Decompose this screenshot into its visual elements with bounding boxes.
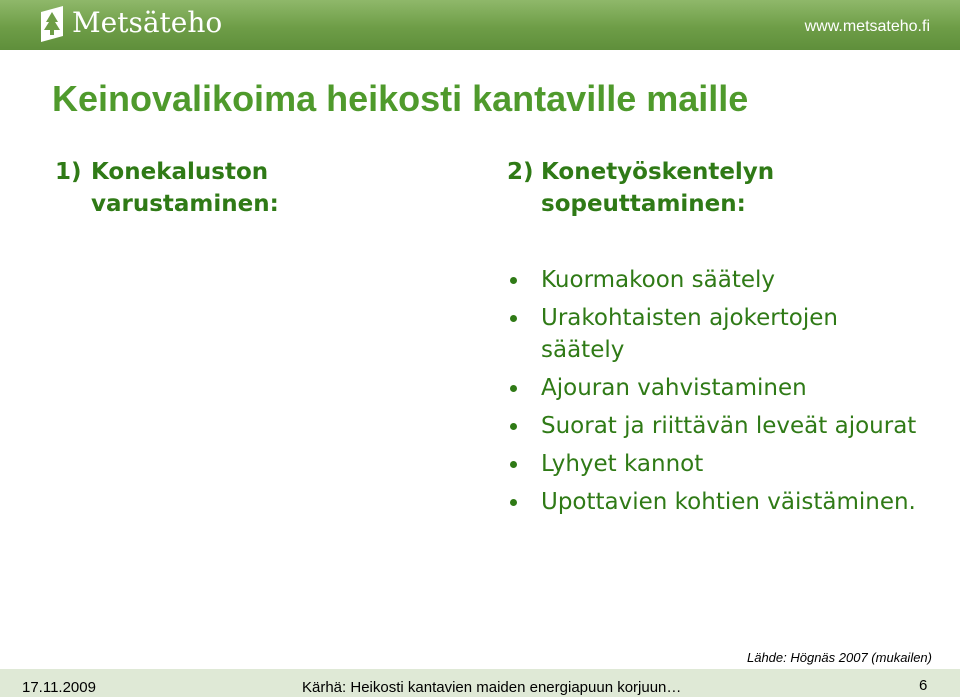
right-column-heading-line1: Konetyöskentelyn <box>541 159 775 185</box>
right-column <box>507 156 927 515</box>
right-column-number: 2) <box>507 159 534 185</box>
footer-bar <box>0 669 960 697</box>
left-column <box>55 156 325 220</box>
list-item: Suorat ja riittävän leveät ajourat <box>507 410 927 442</box>
footer-subject: Kärhä: Heikosti kantavien maiden energiapuun korjuun… <box>302 679 682 696</box>
bullet-list <box>507 264 927 524</box>
site-url[interactable]: www.metsateho.fi <box>804 18 930 35</box>
footer-date: 17.11.2009 <box>22 679 96 696</box>
logo-text: Metsäteho <box>72 5 223 39</box>
right-column-heading <box>507 156 927 220</box>
list-item: Upottavien kohtien väistäminen. <box>507 486 927 518</box>
list-item: Urakohtaisten ajokertojen säätely <box>507 302 927 366</box>
left-column-number: 1) <box>55 159 82 185</box>
page-number: 6 <box>919 677 928 694</box>
list-item: Lyhyet kannot <box>507 448 927 480</box>
left-column-heading-line1: Konekaluston <box>91 159 269 185</box>
logo[interactable] <box>38 3 222 45</box>
tree-logo-icon <box>38 6 66 42</box>
left-column-heading-line2: varustaminen: <box>91 191 279 217</box>
source-citation: Lähde: Högnäs 2007 (mukailen) <box>746 650 932 665</box>
right-column-heading-line2: sopeuttaminen: <box>541 191 746 217</box>
list-item: Kuormakoon säätely <box>507 264 927 296</box>
header-bar <box>0 0 960 50</box>
slide-title: Keinovalikoima heikosti kantaville maille <box>52 78 749 119</box>
list-item: Ajouran vahvistaminen <box>507 372 927 404</box>
